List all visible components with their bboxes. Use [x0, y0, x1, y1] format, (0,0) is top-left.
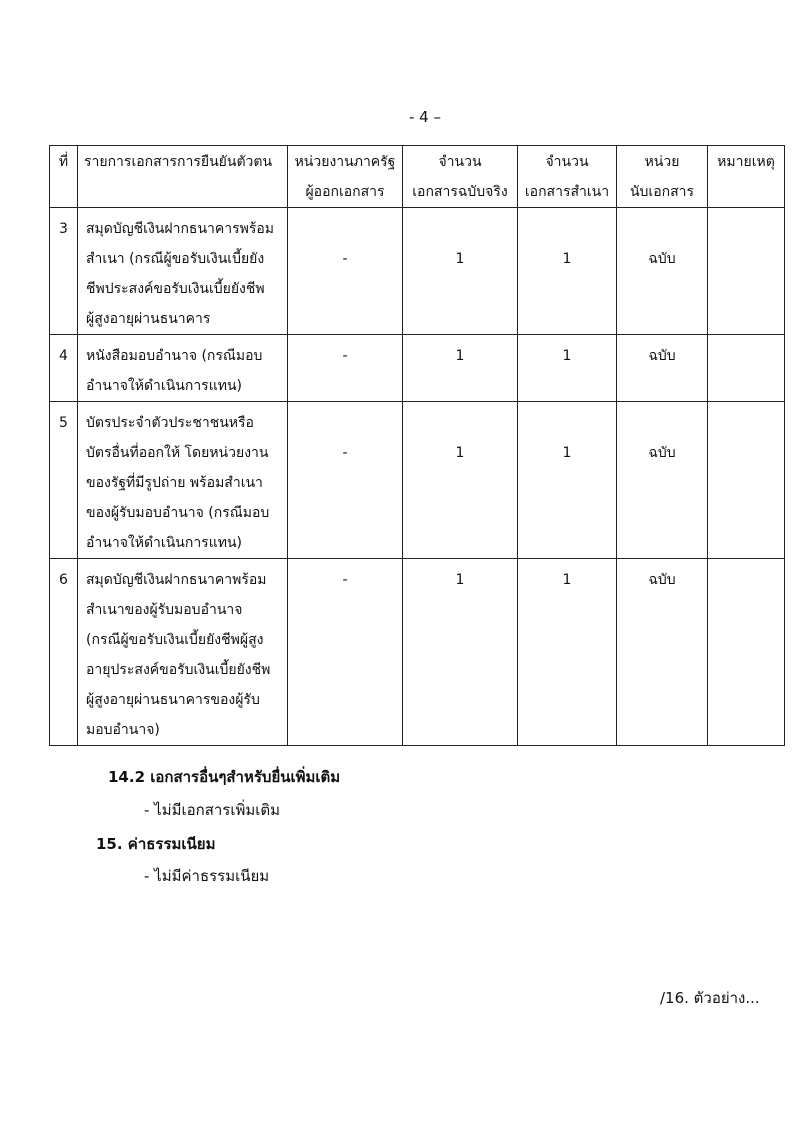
- table-row: [50, 559, 785, 746]
- row-copy: 1: [518, 208, 617, 335]
- row-no: 3: [50, 208, 78, 335]
- row-note: [708, 335, 785, 402]
- row-agency: -: [288, 208, 403, 335]
- row-agency: -: [288, 402, 403, 559]
- row-unit: ฉบับ: [617, 335, 708, 402]
- row-original: 1: [403, 208, 518, 335]
- row-item: สมุดบัญชีเงินฝากธนาคารพร้อม สำเนา (กรณีผู้ขอรับเงินเบี้ยยัง ชีพประสงค์ขอรับเงินเบี้ยยังชีพ ผู้สูงอายุผ่านธนาคาร: [78, 208, 288, 335]
- header-item: รายการเอกสารการยืนยันตัวตน: [78, 146, 288, 208]
- row-copy: 1: [518, 402, 617, 559]
- row-original: 1: [403, 335, 518, 402]
- row-unit: ฉบับ: [617, 559, 708, 746]
- row-original: 1: [403, 402, 518, 559]
- row-original: 1: [403, 559, 518, 746]
- row-no: 6: [50, 559, 78, 746]
- row-unit: ฉบับ: [617, 208, 708, 335]
- row-unit: ฉบับ: [617, 402, 708, 559]
- header-unit: หน่วย นับเอกสาร: [617, 146, 708, 208]
- row-agency: -: [288, 559, 403, 746]
- header-agency: หน่วยงานภาครัฐ ผู้ออกเอกสาร: [288, 146, 403, 208]
- row-item: สมุดบัญชีเงินฝากธนาคาพร้อม สำเนาของผู้รับมอบอำนาจ (กรณีผู้ขอรับเงินเบี้ยยังชีพผู้สูง อายุประสงค์ขอรับเงินเบี้ยยังชีพ ผู้สูงอายุผ่านธนาคารของผู้รับ มอบอำนาจ): [78, 559, 288, 746]
- continuation-footer: /16. ตัวอย่าง...: [660, 989, 760, 1007]
- section-14-2-item: - ไม่มีเอกสารเพิ่มเติม: [144, 801, 281, 819]
- header-note: หมายเหตุ: [708, 146, 785, 208]
- table-row: [50, 335, 785, 402]
- row-copy: 1: [518, 335, 617, 402]
- page-number: - 4 –: [409, 108, 441, 126]
- row-note: [708, 559, 785, 746]
- section-15-title: 15. ค่าธรรมเนียม: [96, 835, 216, 853]
- row-no: 5: [50, 402, 78, 559]
- header-copy: จำนวน เอกสารสำเนา: [518, 146, 617, 208]
- row-no: 4: [50, 335, 78, 402]
- table-row: [50, 208, 785, 335]
- row-note: [708, 208, 785, 335]
- row-item: บัตรประจำตัวประชาชนหรือ บัตรอื่นที่ออกให้ โดยหน่วยงาน ของรัฐที่มีรูปถ่าย พร้อมสำเนา ของผู้รับมอบอำนาจ (กรณีมอบ อำนาจให้ดำเนินการแทน): [78, 402, 288, 559]
- section-14-2-title: 14.2 เอกสารอื่นๆสำหรับยื่นเพิ่มเติม: [108, 768, 341, 786]
- row-note: [708, 402, 785, 559]
- header-original: จำนวน เอกสารฉบับจริง: [403, 146, 518, 208]
- header-no: ที่: [50, 146, 78, 208]
- document-table: [49, 145, 785, 746]
- table-header-row: [50, 146, 785, 208]
- row-copy: 1: [518, 559, 617, 746]
- table-row: [50, 402, 785, 559]
- row-agency: -: [288, 335, 403, 402]
- row-item: หนังสือมอบอำนาจ (กรณีมอบ อำนาจให้ดำเนินการแทน): [78, 335, 288, 402]
- section-15-item: - ไม่มีค่าธรรมเนียม: [144, 867, 270, 885]
